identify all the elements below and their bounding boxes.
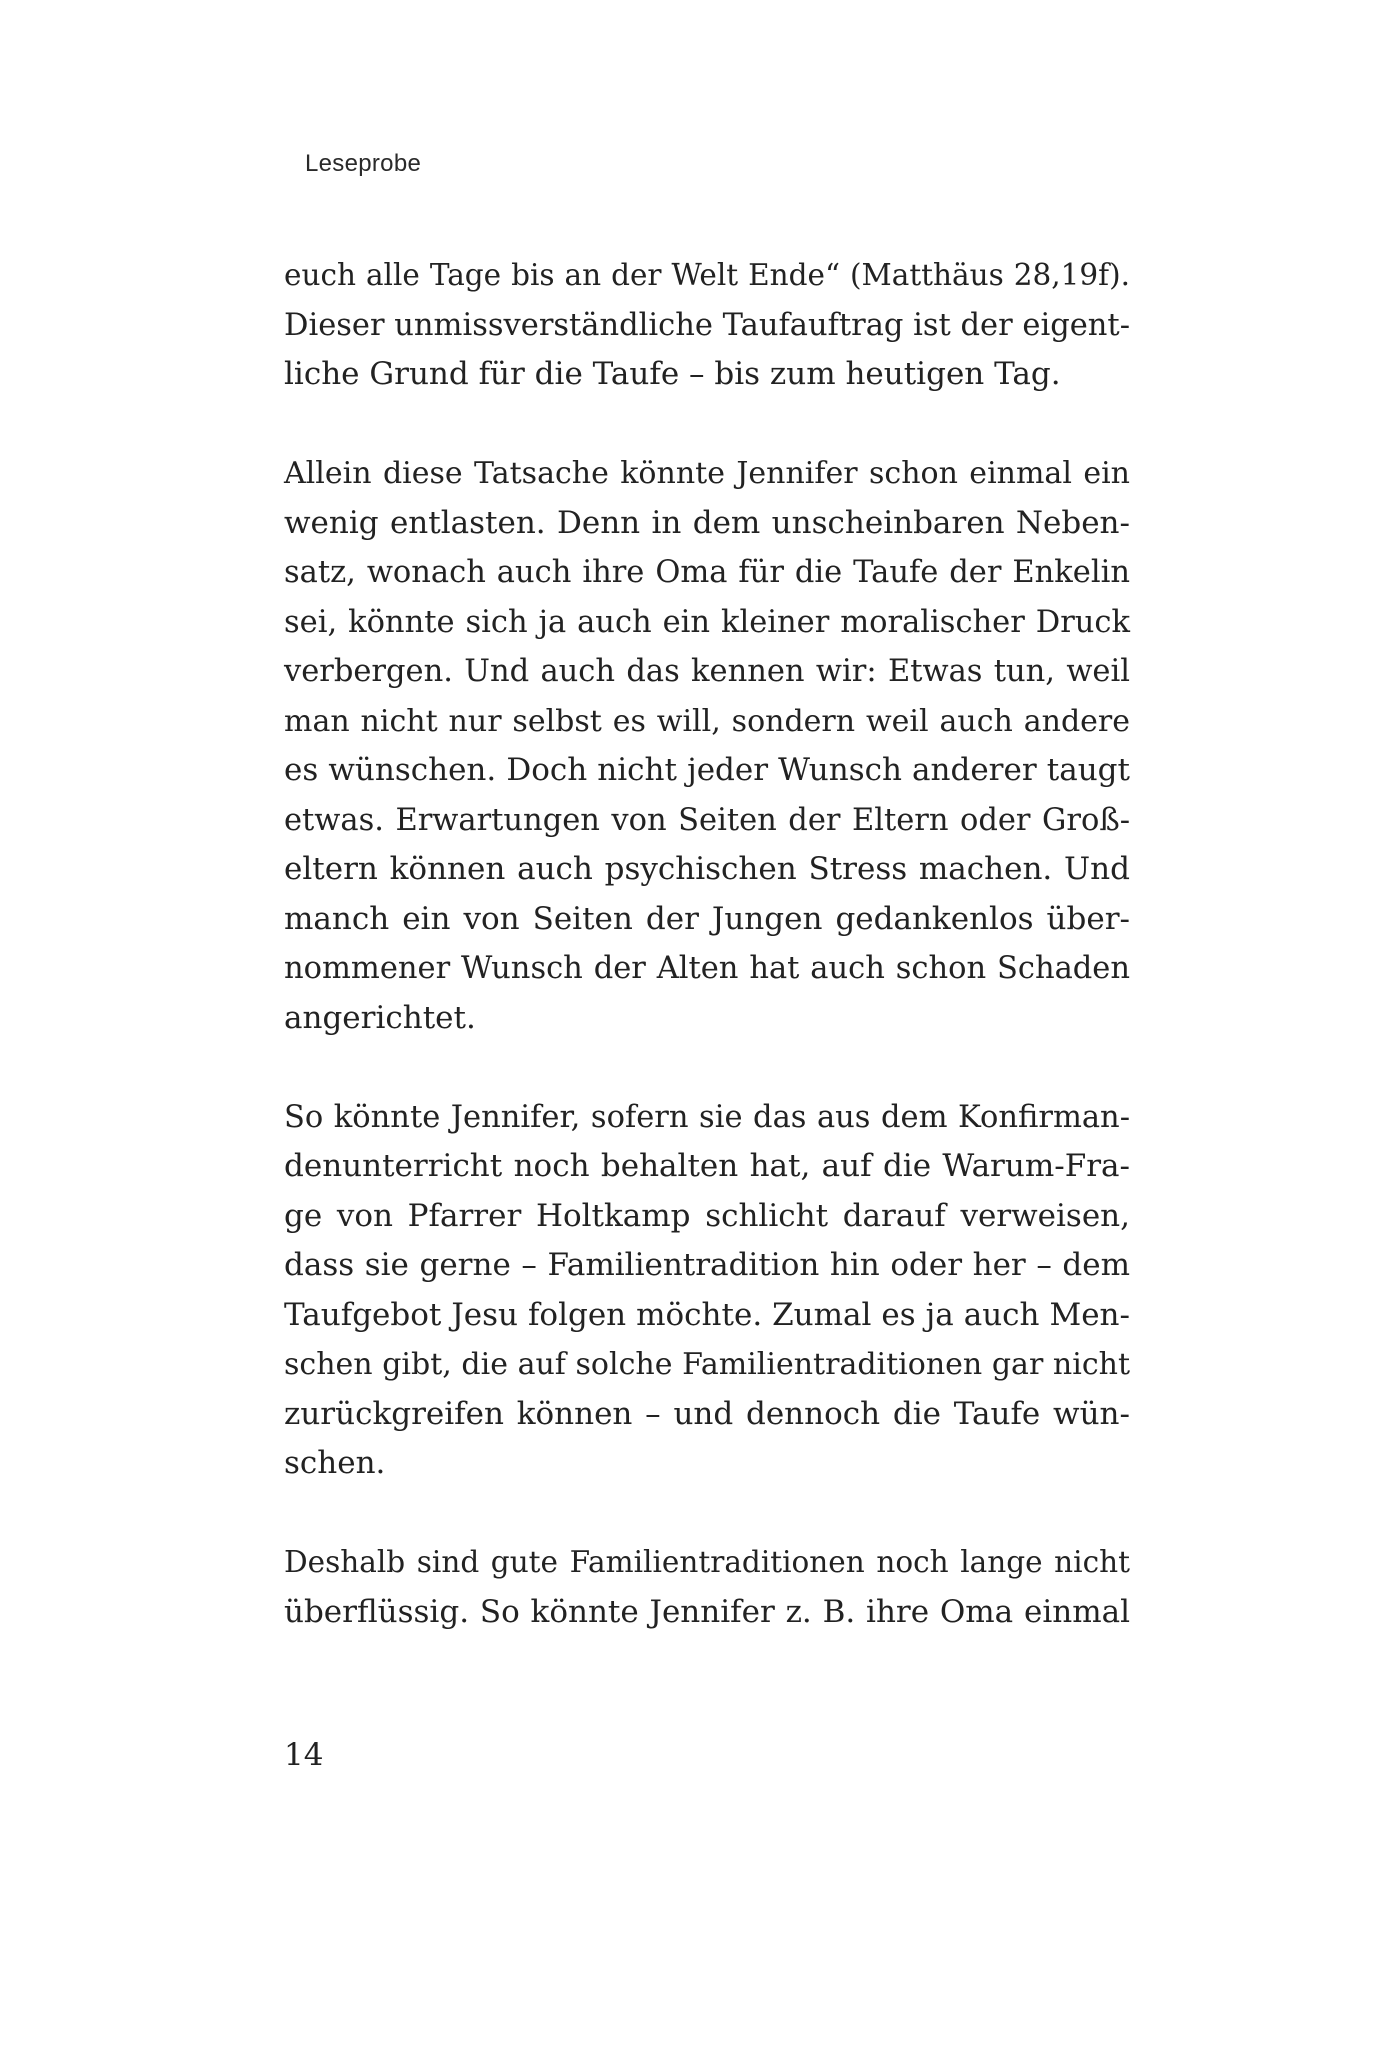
text-line: nommener Wunsch der Alten hat auch schon Schaden	[284, 951, 1130, 986]
text-line: Dieser unmissverständliche Taufauftrag ist der eigent-	[284, 307, 1130, 343]
paragraph	[284, 251, 1130, 400]
text-line: es wünschen. Doch nicht jeder Wunsch anderer taugt	[284, 752, 1130, 788]
text-line: Allein diese Tatsache könnte Jennifer schon einmal ein	[284, 456, 1130, 491]
text-line: etwas. Erwartungen von Seiten der Eltern oder Groß-	[284, 802, 1130, 838]
text-line: zurückgreifen können – und dennoch die Taufe wün-	[284, 1395, 1130, 1432]
text-line: sei, könnte sich ja auch ein kleiner moralischer Druck	[284, 604, 1130, 640]
text-line: verbergen. Und auch das kennen wir: Etwas tun, weil	[284, 654, 1130, 689]
text-line: schen gibt, die auf solche Familientraditionen gar nicht	[284, 1347, 1130, 1382]
text-line: ge von Pfarrer Holtkamp schlicht darauf verweisen,	[284, 1197, 1130, 1234]
paragraph	[284, 1093, 1130, 1489]
paragraph-spacer	[284, 1489, 1130, 1539]
text-line: satz, wonach auch ihre Oma für die Taufe der Enkelin	[284, 555, 1130, 590]
text-line: man nicht nur selbst es will, sondern weil auch andere	[284, 703, 1130, 739]
text-line: liche Grund für die Taufe – bis zum heutigen Tag.	[284, 356, 1061, 392]
text-line: wenig entlasten. Denn in dem unscheinbaren Neben-	[284, 504, 1130, 541]
paragraph	[284, 449, 1130, 1043]
text-line: überflüssig. So könnte Jennifer z. B. ihre Oma einmal	[284, 1593, 1130, 1630]
text-line: manch ein von Seiten der Jungen gedankenlos über-	[284, 900, 1130, 937]
paragraph	[284, 1538, 1130, 1637]
paragraph-spacer	[284, 1043, 1130, 1093]
page-number: 14	[284, 1737, 324, 1773]
body-text	[284, 251, 1130, 1637]
text-line: Deshalb sind gute Familientraditionen noch lange nicht	[284, 1545, 1130, 1579]
text-line: So könnte Jennifer, sofern sie das aus dem Konfirman-	[284, 1099, 1130, 1135]
text-line: schen.	[284, 1445, 386, 1481]
text-line: eltern können auch psychischen Stress machen. Und	[284, 851, 1130, 887]
text-line: angerichtet.	[284, 999, 476, 1036]
paragraph-spacer	[284, 400, 1130, 450]
text-line: denunterricht noch behalten hat, auf die Warum-Fra-	[284, 1148, 1130, 1184]
text-line: euch alle Tage bis an der Welt Ende“ (Matthäus 28,19f).	[284, 258, 1130, 292]
text-line: Taufgebot Jesu folgen möchte. Zumal es ja auch Men-	[284, 1296, 1130, 1333]
running-header: Leseprobe	[305, 150, 422, 177]
text-line: dass sie gerne – Familientradition hin oder her – dem	[284, 1247, 1130, 1283]
